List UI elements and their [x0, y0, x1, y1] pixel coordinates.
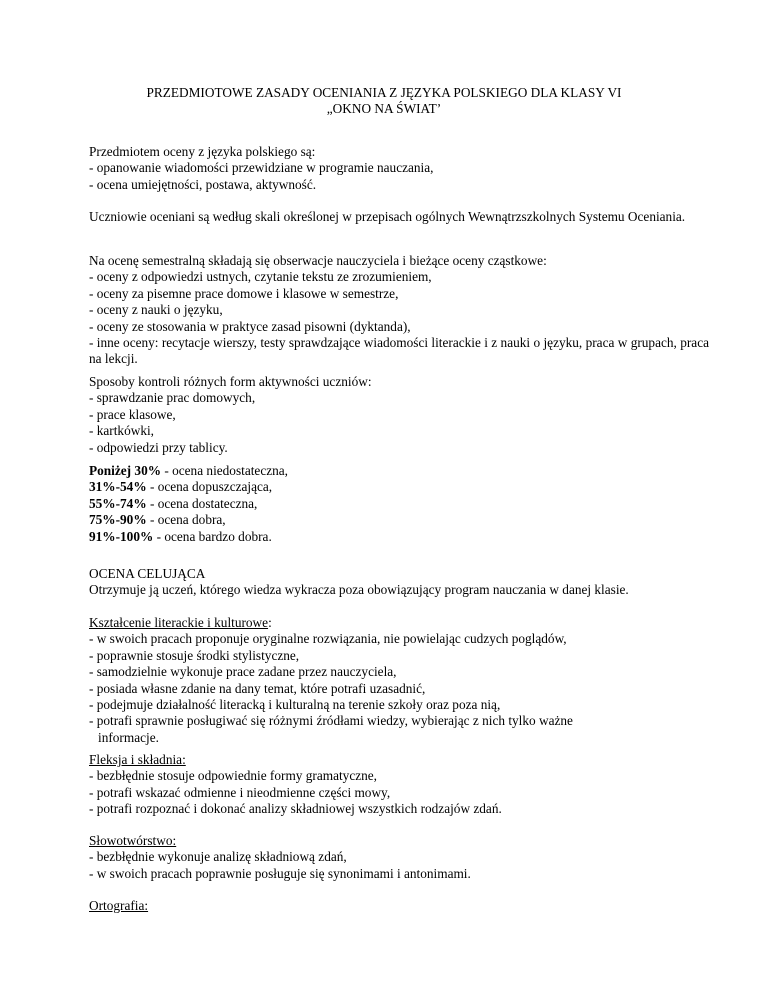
- literary-heading: [89, 615, 709, 631]
- list-item: - opanowanie wiadomości przewidziane w programie nauczania,: [89, 160, 434, 176]
- celujaca-section: [89, 566, 709, 599]
- threshold-row: [89, 479, 709, 495]
- threshold-range: 31%-54%: [89, 479, 147, 495]
- list-item: - w swoich pracach poprawnie posługuje się synonimami i antonimami.: [89, 865, 471, 881]
- grade-thresholds: [89, 463, 709, 545]
- list-item-continuation: informacje.: [98, 729, 159, 745]
- literary-section: [89, 615, 709, 746]
- orthography-section: [89, 898, 709, 914]
- celujaca-text: Otrzymuje ją uczeń, którego wiedza wykracza poza obowiązujący program nauczania w danej klasie.: [89, 582, 629, 598]
- list-item: - oceny za pisemne prace domowe i klasowe w semestrze,: [89, 285, 399, 301]
- intro-heading: Przedmiotem oceny z języka polskiego są:: [89, 144, 316, 159]
- threshold-grade: - ocena dobra,: [146, 512, 226, 528]
- list-item: - poprawnie stosuje środki stylistyczne,: [89, 647, 300, 663]
- threshold-row: [89, 529, 709, 545]
- title-line-1: PRZEDMIOTOWE ZASADY OCENIANIA Z JĘZYKA POLSKIEGO DLA KLASY VI: [146, 85, 622, 100]
- list-item: - kartkówki,: [89, 423, 154, 439]
- list-item: - oceny z nauki o języku,: [89, 302, 223, 318]
- control-heading: Sposoby kontroli różnych form aktywności uczniów:: [89, 374, 372, 389]
- list-item: - potrafi rozpoznać i dokonać analizy składniowej wszystkich rodzajów zdań.: [89, 801, 502, 817]
- inflection-section: [89, 752, 709, 818]
- threshold-row: [89, 463, 709, 479]
- list-item: - bezbłędnie stosuje odpowiednie formy gramatyczne,: [89, 768, 377, 784]
- literary-heading-text: Kształcenie literackie i kulturowe: [89, 615, 269, 630]
- orthography-heading: Ortografia:: [89, 898, 149, 913]
- list-item: - oceny ze stosowania w praktyce zasad pisowni (dyktanda),: [89, 318, 411, 334]
- threshold-row: [89, 512, 709, 528]
- control-section: [89, 374, 709, 456]
- intro-section: [89, 144, 709, 193]
- scale-paragraph: Uczniowie oceniani są według skali określonej w przepisach ogólnych Wewnątrzszkolnych Systemu Oceniania.: [89, 209, 686, 224]
- document-title: [60, 85, 708, 118]
- title-line-2: „OKNO NA ŚWIAT’: [326, 101, 442, 117]
- threshold-grade: - ocena dopuszczająca,: [146, 479, 273, 495]
- semester-heading: Na ocenę semestralną składają się obserwacje nauczyciela i bieżące oceny cząstkowe:: [89, 253, 547, 268]
- wordformation-section: [89, 833, 709, 882]
- list-item: - samodzielnie wykonuje prace zadane przez nauczyciela,: [89, 664, 397, 680]
- threshold-range: 75%-90%: [89, 512, 147, 528]
- list-item: - potrafi wskazać odmienne i nieodmienne części mowy,: [89, 784, 391, 800]
- threshold-grade: - ocena bardzo dobra.: [153, 528, 272, 544]
- list-item: - prace klasowe,: [89, 406, 176, 422]
- threshold-range: Poniżej 30%: [89, 463, 162, 478]
- list-item: - ocena umiejętności, postawa, aktywność.: [89, 176, 317, 192]
- list-item: - posiada własne zdanie na dany temat, które potrafi uzasadnić,: [89, 680, 426, 696]
- inflection-heading: Fleksja i składnia:: [89, 752, 186, 767]
- list-item: - oceny z odpowiedzi ustnych, czytanie tekstu ze zrozumieniem,: [89, 269, 432, 285]
- threshold-row: [89, 496, 709, 512]
- list-item: - odpowiedzi przy tablicy.: [89, 439, 228, 455]
- semester-section: [89, 253, 709, 368]
- list-item: - podejmuje działalność literacką i kulturalną na terenie szkoły oraz poza nią,: [89, 697, 501, 713]
- wordformation-heading: Słowotwórstwo:: [89, 833, 177, 848]
- list-item: - potrafi sprawnie posługiwać się różnymi źródłami wiedzy, wybierając z nich tylko ważne: [89, 713, 573, 729]
- threshold-grade: - ocena niedostateczna,: [161, 463, 289, 478]
- threshold-range: 91%-100%: [89, 528, 154, 544]
- list-item: - sprawdzanie prac domowych,: [89, 390, 256, 406]
- list-item: - w swoich pracach proponuje oryginalne rozwiązania, nie powielając cudzych poglądów,: [89, 631, 567, 647]
- celujaca-heading: OCENA CELUJĄCA: [89, 566, 206, 581]
- list-item: - bezbłędnie wykonuje analizę składniową zdań,: [89, 849, 347, 865]
- threshold-range: 55%-74%: [89, 495, 147, 511]
- threshold-grade: - ocena dostateczna,: [146, 495, 258, 511]
- literary-heading-suffix: :: [268, 615, 272, 630]
- list-item: - inne oceny: recytacje wierszy, testy sprawdzające wiadomości literackie i z nauki o języku, praca w grupach, praca na lekcji.: [89, 335, 709, 367]
